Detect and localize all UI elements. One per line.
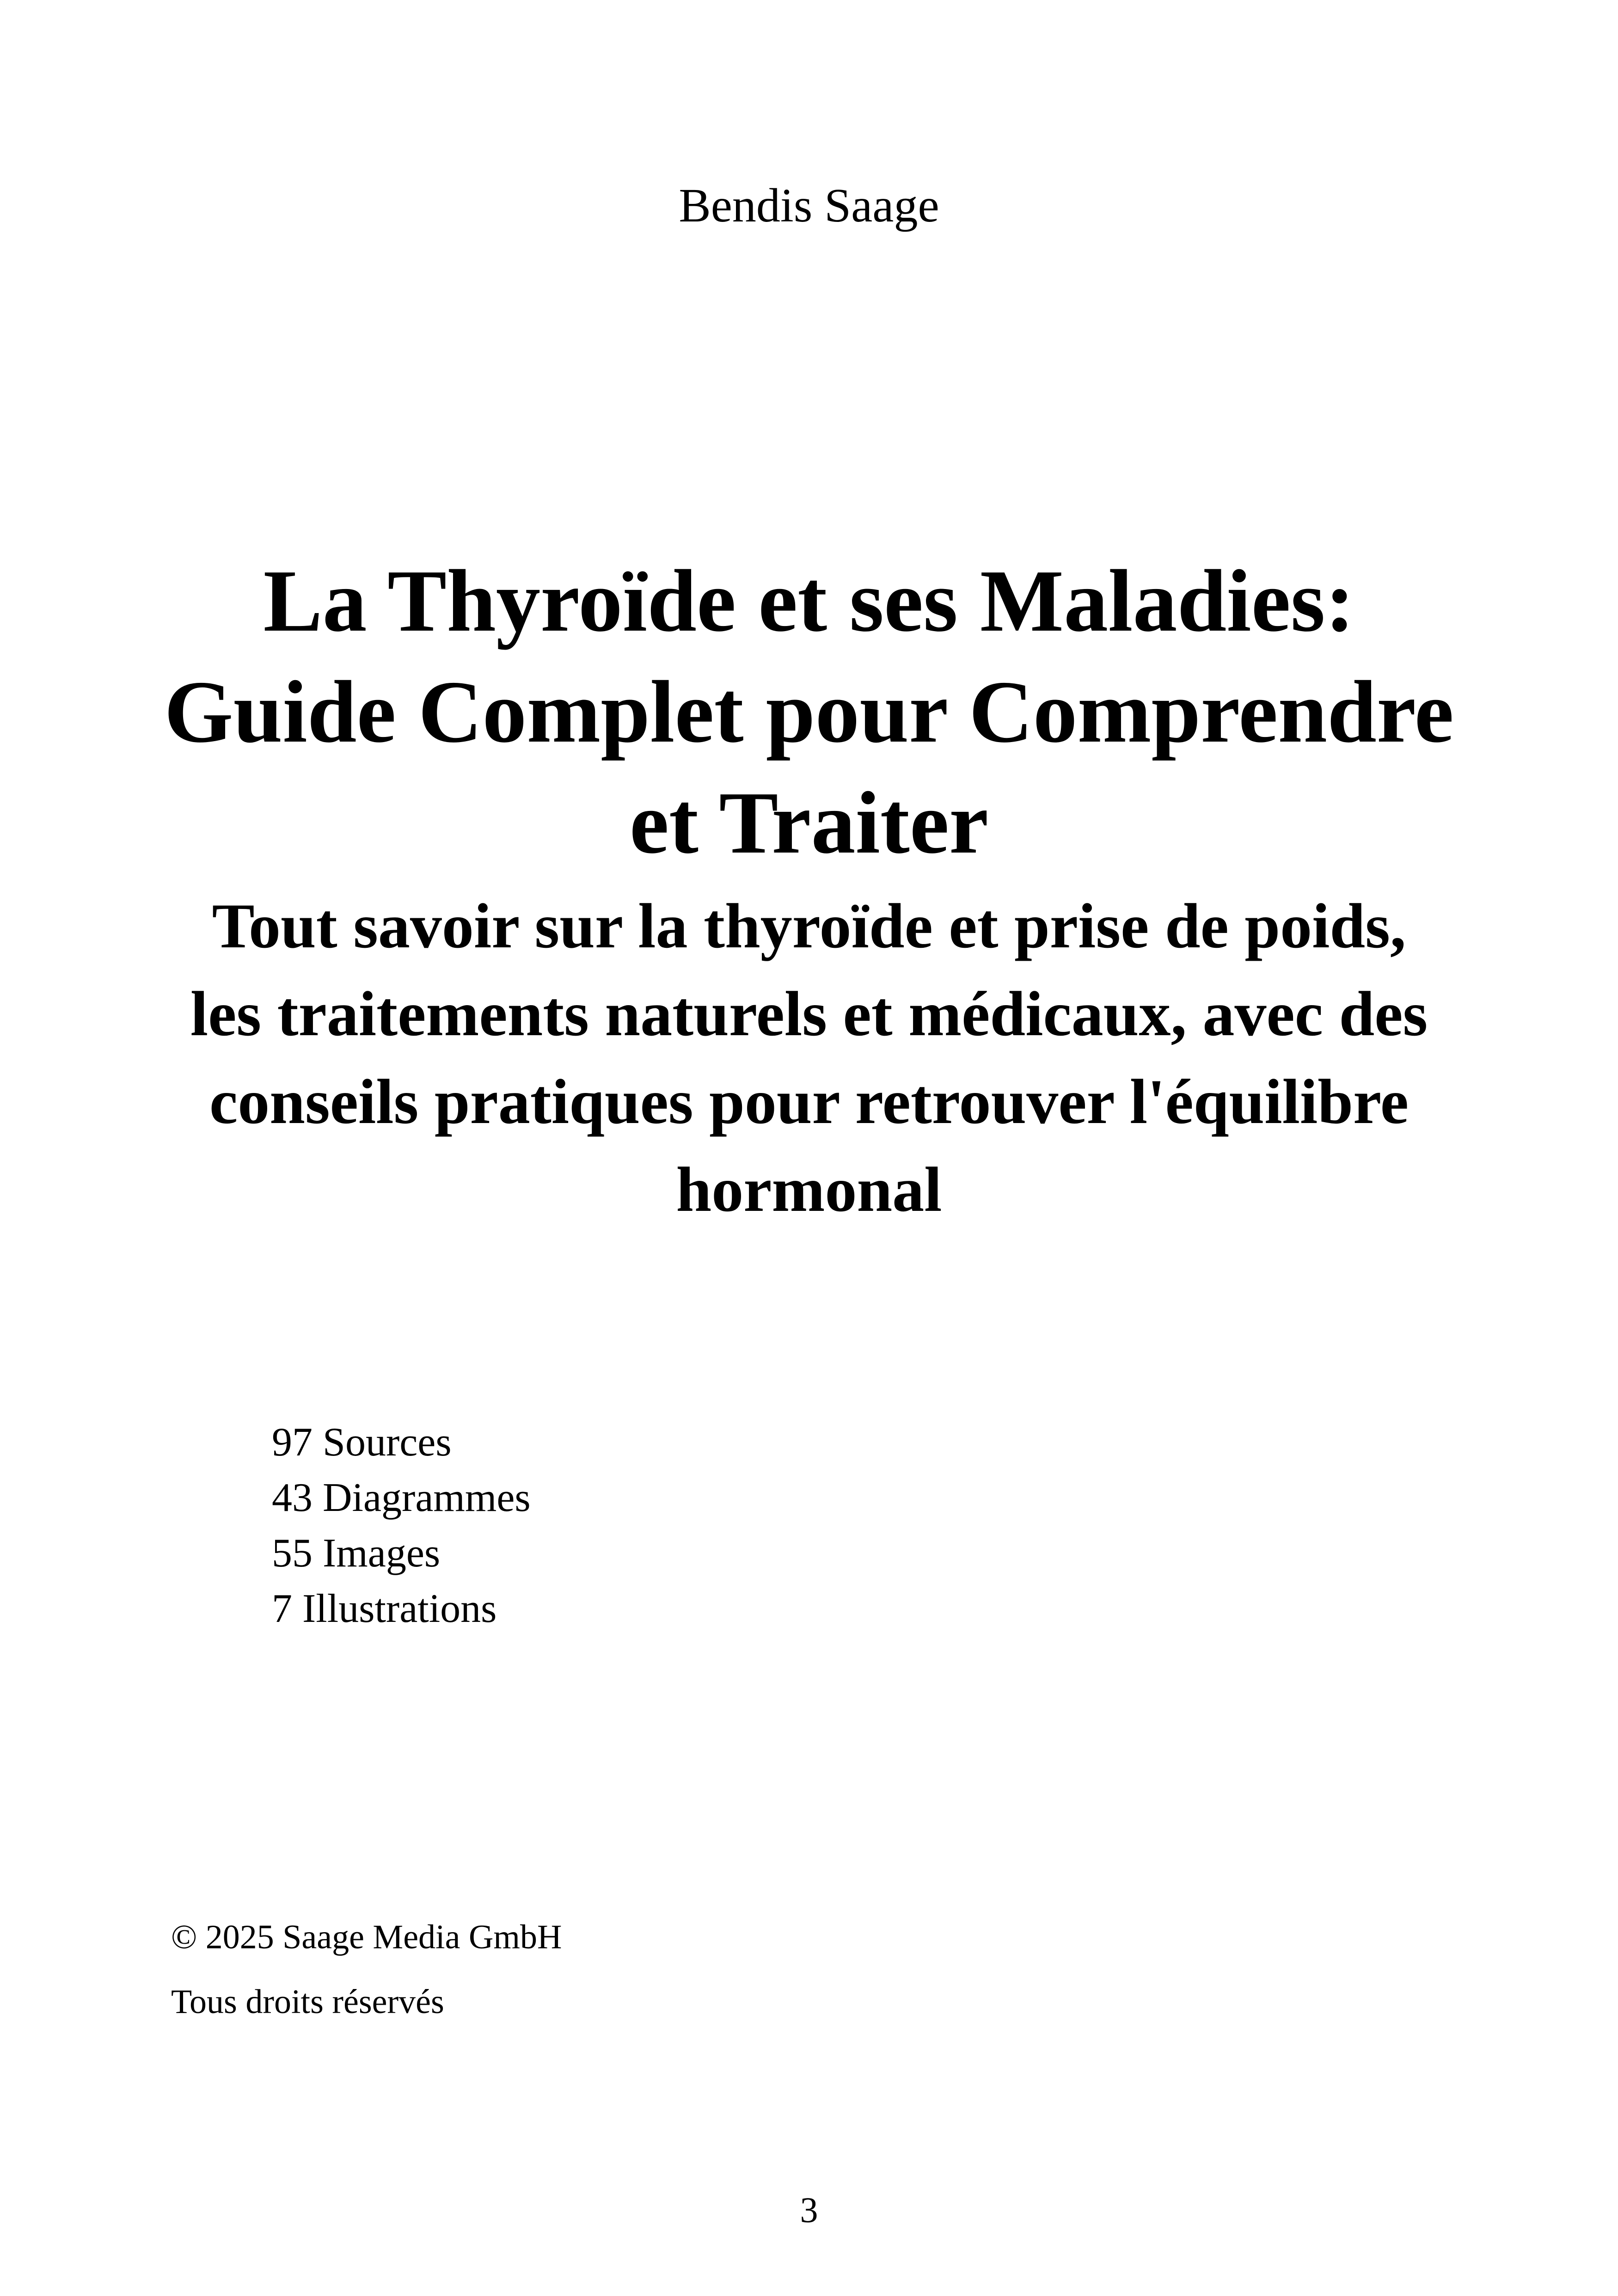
- copyright-notice: © 2025 Saage Media GmbH: [171, 1918, 562, 1956]
- stat-diagrams: 43 Diagrammes: [272, 1475, 531, 1520]
- book-subtitle-line: conseils pratiques pour retrouver l'équilibre: [209, 1066, 1409, 1137]
- book-title-line: La Thyroïde et ses Maladies:: [263, 552, 1355, 650]
- page-number: 3: [800, 2190, 818, 2230]
- book-title-line: et Traiter: [629, 774, 989, 872]
- book-title: [139, 546, 1479, 878]
- book-subtitle-line: Tout savoir sur la thyroïde et prise de poids,: [212, 890, 1406, 961]
- author-name: Bendis Saage: [679, 179, 939, 232]
- content-stats-list: [272, 1415, 531, 1637]
- book-subtitle-line: hormonal: [676, 1154, 942, 1225]
- book-subtitle-line: les traitements naturels et médicaux, avec des: [190, 978, 1428, 1049]
- book-subtitle: [139, 882, 1479, 1234]
- book-title-line: Guide Complet pour Comprendre: [164, 663, 1454, 761]
- rights-notice: Tous droits réservés: [171, 1983, 444, 2021]
- title-block: [139, 546, 1479, 1234]
- stat-sources: 97 Sources: [272, 1420, 452, 1465]
- stat-illustrations: 7 Illustrations: [272, 1586, 497, 1631]
- stat-images: 55 Images: [272, 1531, 441, 1576]
